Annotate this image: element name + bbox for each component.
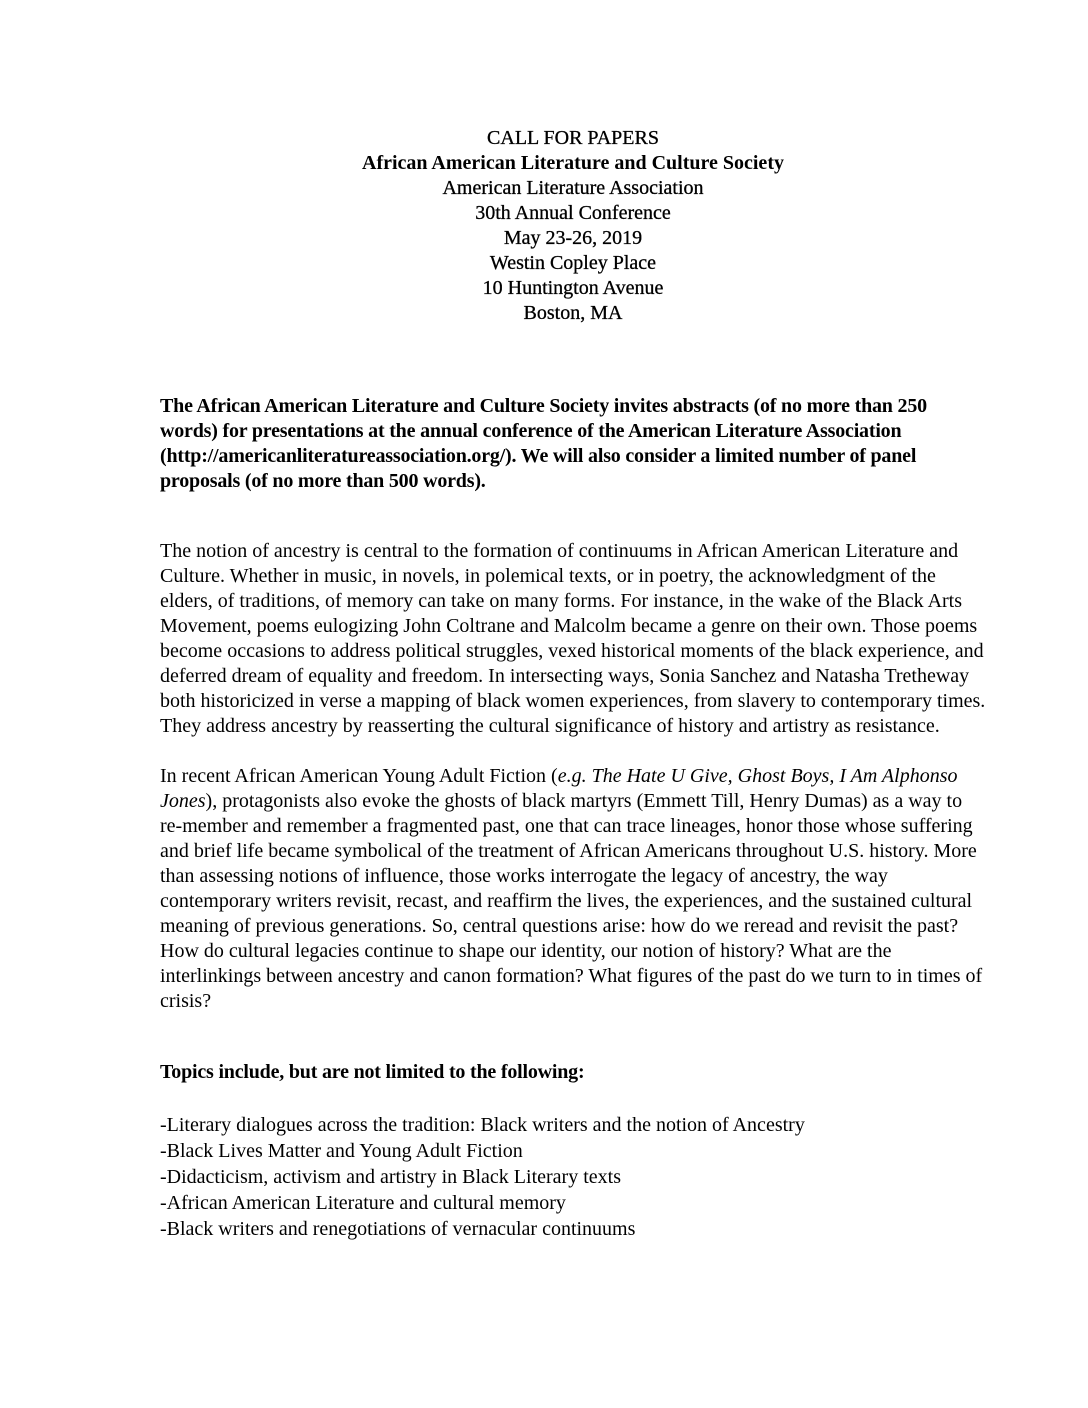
ya-fiction-intro-text: In recent African American Young Adult Fiction ( bbox=[160, 765, 558, 787]
header-line-society-name: African American Literature and Culture Society bbox=[362, 152, 784, 174]
topics-list bbox=[160, 1112, 986, 1242]
paragraph-ancestry: The notion of ancestry is central to the formation of continuums in African American Literature and Culture. Whether in music, in novels, in polemical texts, or in poetry, the acknowledgment of the elders, of traditions, of memory can take on many forms. For instance, in the wake of the Black Arts Movement, poems eulogizing John Coltrane and Malcolm became a genre on their own. Those poems become occasions to address political struggles, vexed historical moments of the black experience, and deferred dream of equality and freedom. In intersecting ways, Sonia Sanchez and Natasha Tretheway both historicized in verse a mapping of black women experiences, from slavery to contemporary times. They address ancestry by reasserting the cultural significance of history and artistry as resistance. bbox=[160, 540, 986, 737]
document-content bbox=[160, 126, 986, 1242]
ya-fiction-book-titles: e.g. The Hate U Give, Ghost Boys, I Am Alphonso Jones bbox=[160, 765, 958, 812]
topic-item-vernacular-continuums: -Black writers and renegotiations of vernacular continuums bbox=[160, 1218, 636, 1240]
header-line-conference: 30th Annual Conference bbox=[475, 202, 671, 224]
header-line-association: American Literature Association bbox=[442, 177, 704, 199]
header-line-venue: Westin Copley Place bbox=[489, 252, 657, 274]
ya-fiction-body-text: ), protagonists also evoke the ghosts of black martyrs (Emmett Till, Henry Dumas) as a way to re-member and remember a fragmented past, one that can trace lineages, honor those whose suffering and brief life became symbolical of the treatment of African Americans throughout U.S. history. More than assessing notions of influence, those works interrogate the legacy of ancestry, the way contemporary writers revisit, recast, and reaffirm the lives, the experiences, and the sustained cultural meaning of previous generations. So, central questions arise: how do we reread and revisit the past? How do cultural legacies continue to shape our identity, our notion of history? What are the interlinkings between ancestry and canon formation? What figures of the past do we turn to in times of crisis? bbox=[160, 790, 983, 1012]
header-line-dates: May 23-26, 2019 bbox=[503, 227, 643, 249]
topics-heading: Topics include, but are not limited to the following: bbox=[160, 1061, 585, 1083]
header-line-address: 10 Huntington Avenue bbox=[482, 277, 664, 299]
paragraph-invitation: The African American Literature and Culture Society invites abstracts (of no more than 250 words) for presentations at the annual conference of the American Literature Association (http://americanliteratureassociation.org/). We will also consider a limited number of panel proposals (of no more than 500 words). bbox=[160, 395, 927, 492]
header-line-call-for-papers: CALL FOR PAPERS bbox=[487, 127, 659, 149]
topic-item-didacticism: -Didacticism, activism and artistry in Black Literary texts bbox=[160, 1166, 621, 1188]
document-header bbox=[160, 126, 986, 326]
paragraph-ya-fiction bbox=[160, 764, 986, 1014]
topic-item-black-lives-matter: -Black Lives Matter and Young Adult Fiction bbox=[160, 1140, 523, 1162]
header-line-city: Boston, MA bbox=[523, 302, 623, 324]
topic-item-literary-dialogues: -Literary dialogues across the tradition: Black writers and the notion of Ancestry bbox=[160, 1114, 805, 1136]
topic-item-cultural-memory: -African American Literature and cultural memory bbox=[160, 1192, 566, 1214]
